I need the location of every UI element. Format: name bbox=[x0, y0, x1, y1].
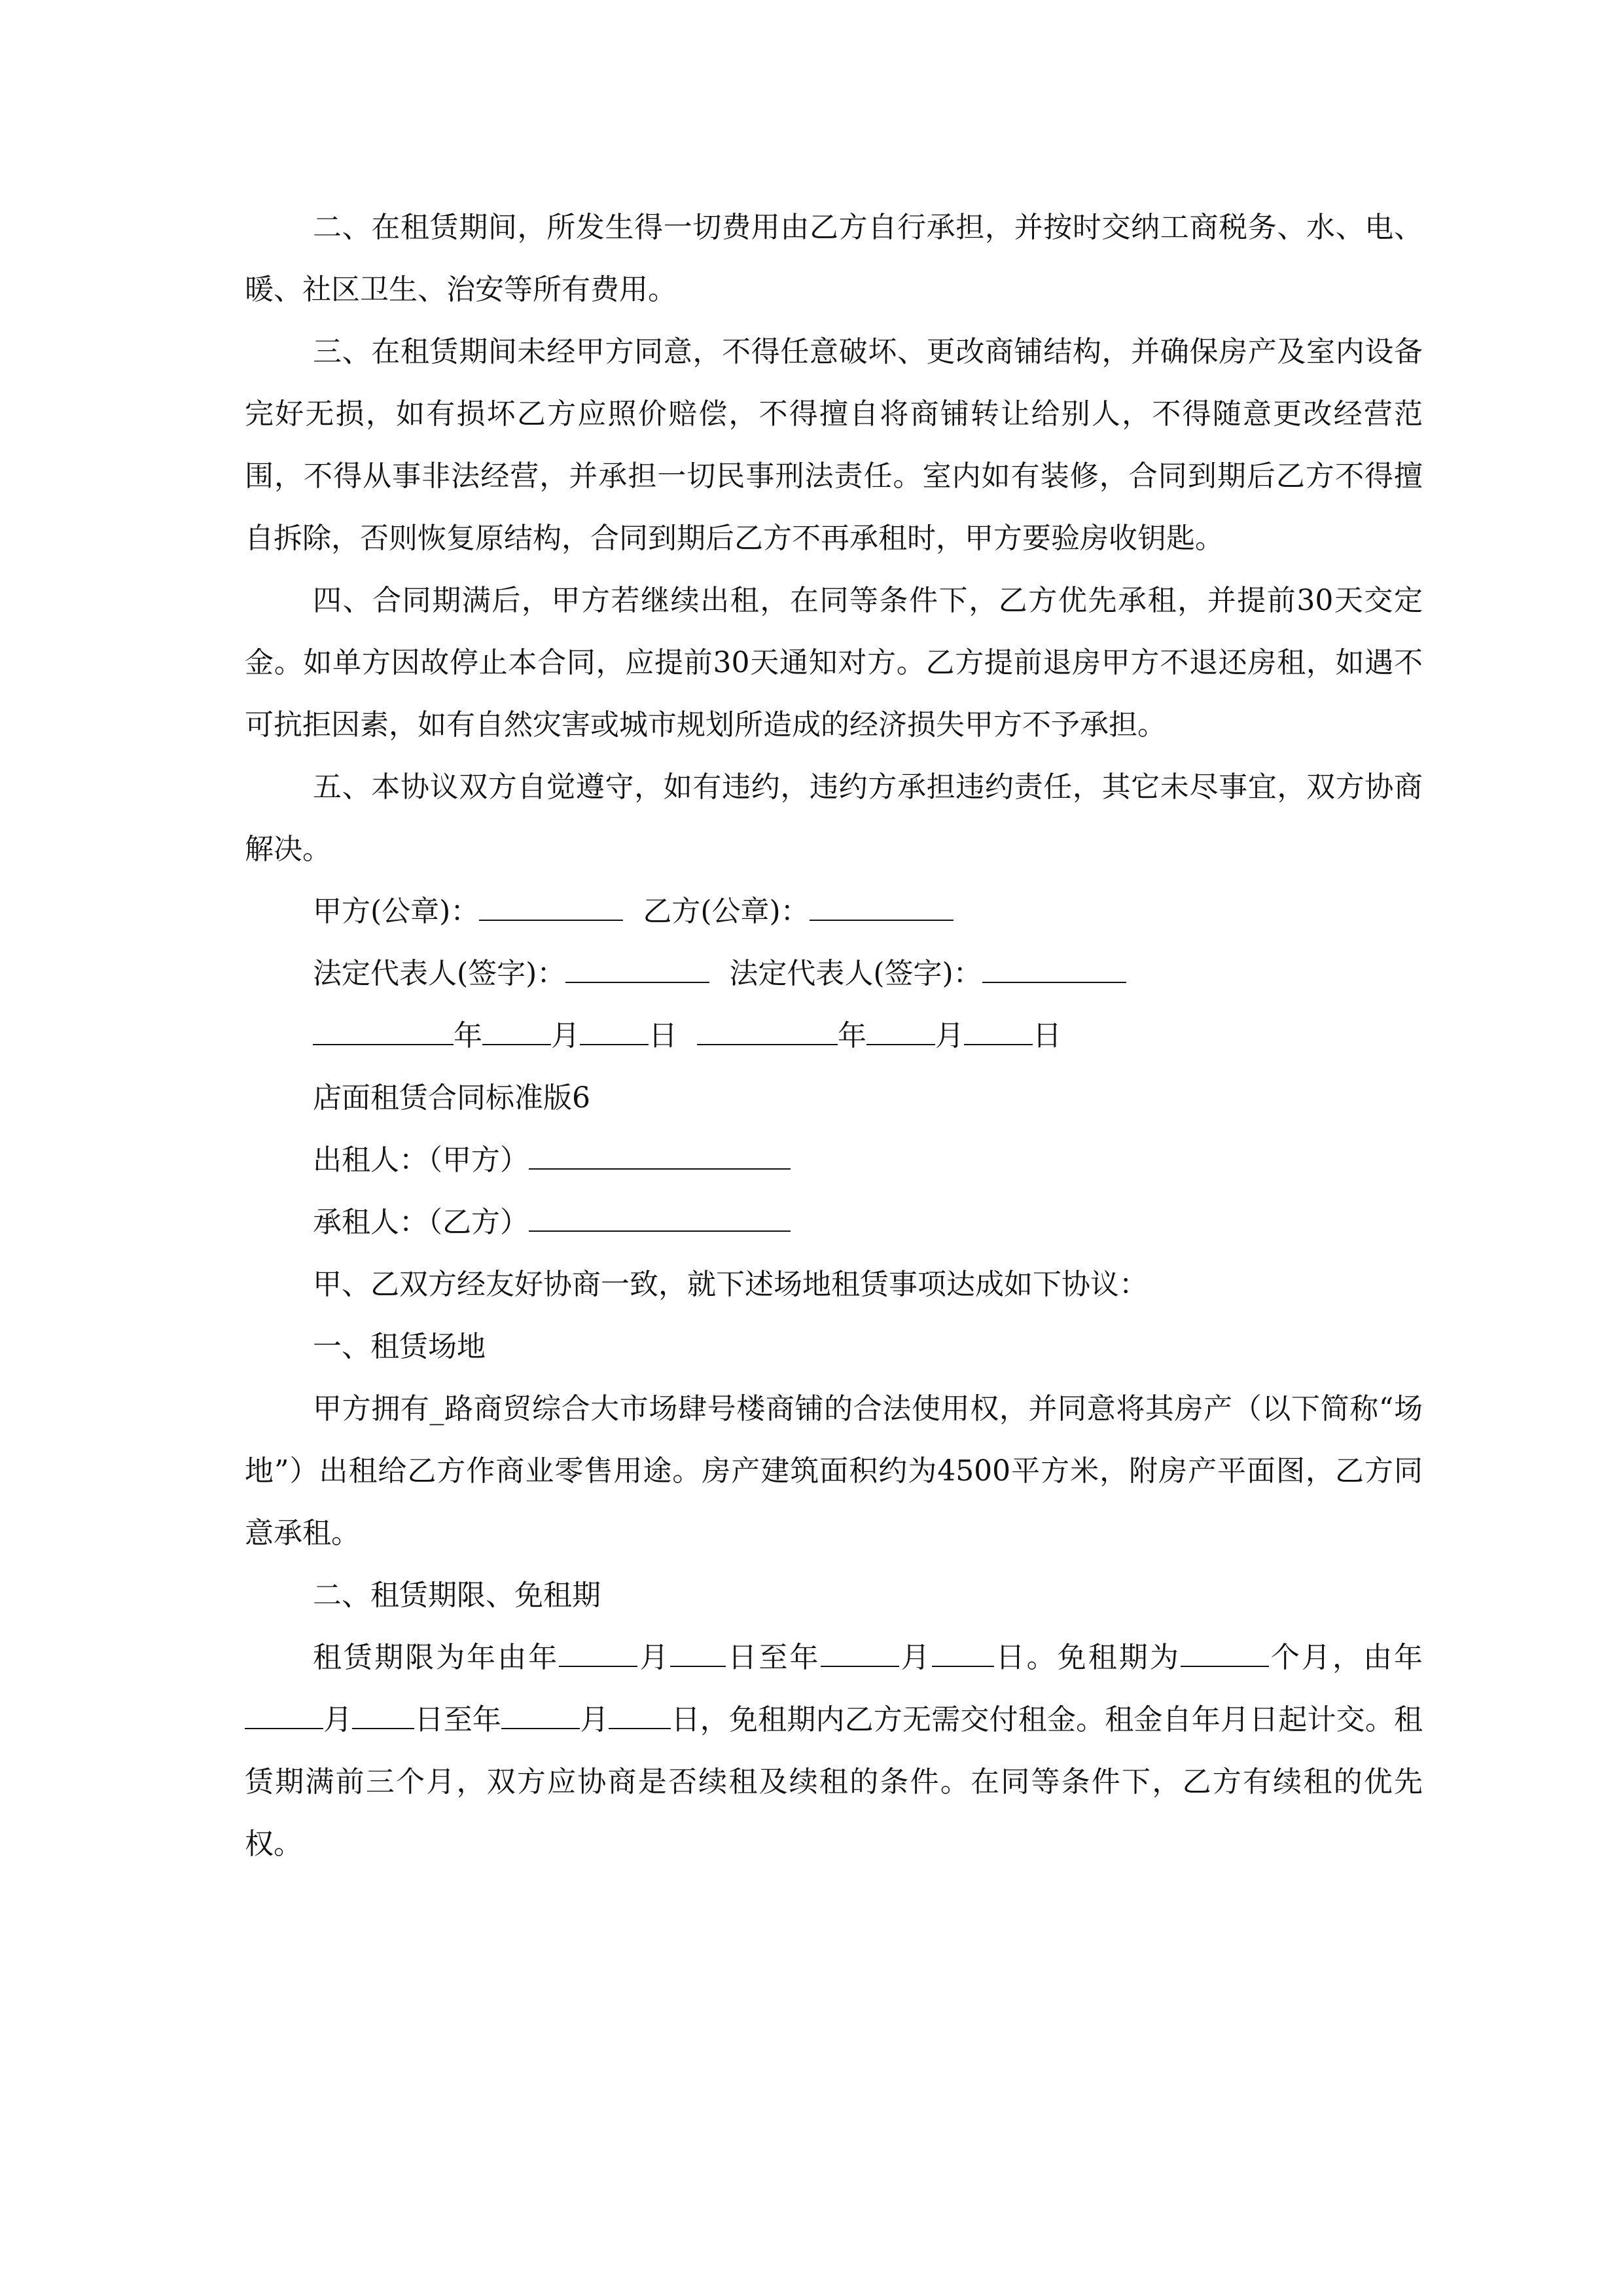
free-start-day-blank bbox=[352, 1698, 414, 1729]
contract-title: 店面租赁合同标准版6 bbox=[313, 1081, 590, 1115]
legal-rep-line bbox=[245, 942, 1423, 1005]
lessor-line bbox=[245, 1129, 1423, 1191]
date-a-day-label: 日 bbox=[649, 1019, 677, 1052]
lessee-blank bbox=[529, 1200, 791, 1232]
date-a-year-blank bbox=[313, 1014, 454, 1045]
date-b-month-label: 月 bbox=[935, 1019, 964, 1052]
free-start-month-label: 月 bbox=[323, 1703, 353, 1736]
lease-start-year-blank bbox=[559, 1636, 637, 1667]
date-b-month-blank bbox=[866, 1014, 935, 1045]
party-a-seal-blank bbox=[479, 889, 623, 921]
date-b-day-label: 日 bbox=[1033, 1019, 1061, 1052]
section-1-paragraph: 甲方拥有_路商贸综合大市场肆号楼商铺的合法使用权，并同意将其房产（以下简称“场地”）出租给乙方作商业零售用途。房产建筑面积约为4500平方米，附房产平面图，乙方同意承租。 bbox=[245, 1392, 1423, 1550]
date-a-month-blank bbox=[482, 1014, 551, 1045]
party-b-seal-label: 乙方(公章)： bbox=[643, 895, 810, 928]
party-b-seal-blank bbox=[810, 889, 954, 921]
party-b-legal-rep-label: 法定代表人(签字)： bbox=[729, 957, 982, 990]
free-period-text-3: 日，免租期内乙方无需交付租金。租金自年月日起计交。租赁期满前三个月，双方应协商是否续租及续租的条件。在同等条件下，乙方有续租的优先权。 bbox=[245, 1703, 1423, 1861]
intro-paragraph: 甲、乙双方经友好协商一致，就下述场地租赁事项达成如下协议： bbox=[313, 1268, 1148, 1301]
lessee-line bbox=[245, 1191, 1423, 1253]
party-a-legal-rep-blank bbox=[565, 952, 709, 983]
lease-start-month-blank bbox=[670, 1636, 726, 1667]
date-a-year-label: 年 bbox=[454, 1019, 482, 1052]
free-end-day-blank bbox=[609, 1698, 671, 1729]
party-a-legal-rep-label: 法定代表人(签字)： bbox=[313, 957, 566, 990]
date-b-year-label: 年 bbox=[838, 1019, 866, 1052]
party-seal-line bbox=[245, 880, 1423, 942]
clause-2-paragraph: 二、在租赁期间，所发生得一切费用由乙方自行承担，并按时交纳工商税务、水、电、暖、社区卫生、治安等所有费用。 bbox=[245, 211, 1423, 306]
date-b-year-blank bbox=[697, 1014, 838, 1045]
free-end-year-blank bbox=[501, 1698, 580, 1729]
date-a-month-label: 月 bbox=[551, 1019, 580, 1052]
free-start-year-blank bbox=[245, 1698, 323, 1729]
lessor-label: 出租人：（甲方） bbox=[313, 1143, 529, 1177]
lease-term-paragraph bbox=[245, 1626, 1423, 1875]
free-period-text-1: 由年 bbox=[1363, 1641, 1423, 1674]
party-a-seal-label: 甲方(公章)： bbox=[313, 895, 480, 928]
lease-term-text-3: 日。免租期为 bbox=[993, 1641, 1181, 1674]
free-period-text-2: 日至年 bbox=[414, 1703, 502, 1736]
document-body bbox=[245, 196, 1423, 1875]
lease-start-month-label: 月 bbox=[637, 1641, 671, 1674]
section-2-heading: 二、租赁期限、免租期 bbox=[313, 1579, 601, 1612]
lease-term-text-2: 日至年 bbox=[726, 1641, 821, 1674]
lease-term-text-4: 个月， bbox=[1268, 1641, 1364, 1674]
lease-end-month-label: 月 bbox=[899, 1641, 932, 1674]
party-b-legal-rep-blank bbox=[982, 952, 1126, 983]
lease-term-text-1: 租赁期限为年由年 bbox=[313, 1641, 560, 1674]
date-a-day-blank bbox=[580, 1014, 649, 1045]
clause-4-paragraph: 四、合同期满后，甲方若继续出租，在同等条件下，乙方优先承租，并提前30天交定金。如单方因故停止本合同，应提前30天通知对方。乙方提前退房甲方不退还房租，如遇不可抗拒因素，如有自然灾害或城市规划所造成的经济损失甲方不予承担。 bbox=[245, 584, 1423, 742]
free-period-months-blank bbox=[1181, 1636, 1269, 1667]
lessee-label: 承租人：（乙方） bbox=[313, 1206, 529, 1239]
lessor-blank bbox=[529, 1138, 791, 1170]
section-1-heading: 一、租赁场地 bbox=[313, 1330, 486, 1363]
signing-date-line bbox=[245, 1005, 1423, 1067]
clause-5-paragraph: 五、本协议双方自觉遵守，如有违约，违约方承担违约责任，其它未尽事宜，双方协商解决。 bbox=[245, 770, 1423, 866]
free-end-month-label: 月 bbox=[580, 1703, 609, 1736]
lease-end-day-blank bbox=[932, 1636, 994, 1667]
lease-end-year-blank bbox=[821, 1636, 899, 1667]
clause-3-paragraph: 三、在租赁期间未经甲方同意，不得任意破坏、更改商铺结构，并确保房产及室内设备完好无损，如有损坏乙方应照价赔偿，不得擅自将商铺转让给别人，不得随意更改经营范围，不得从事非法经营，并承担一切民事刑法责任。室内如有装修，合同到期后乙方不得擅自拆除，否则恢复原结构，合同到期后乙方不再承租时，甲方要验房收钥匙。 bbox=[245, 335, 1423, 555]
date-b-day-blank bbox=[964, 1014, 1033, 1045]
